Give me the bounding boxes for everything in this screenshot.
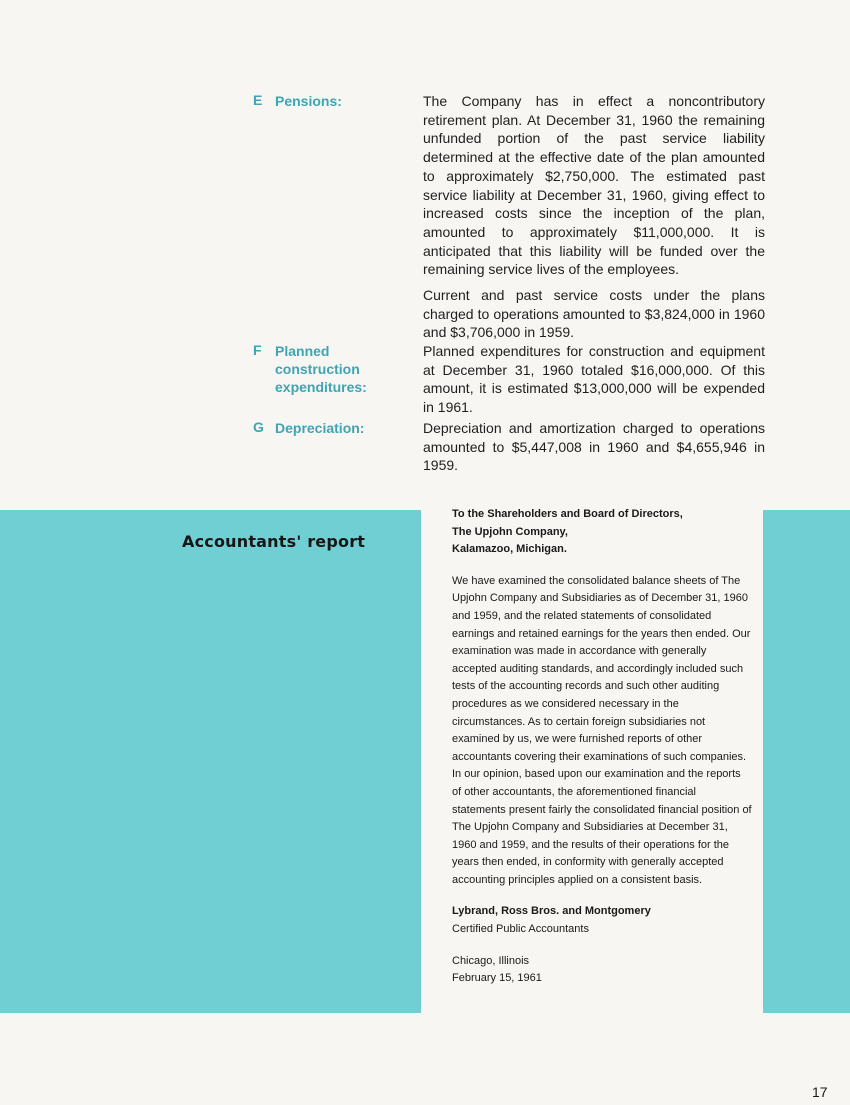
note-label-line: Planned construction (275, 343, 360, 377)
note-letter: F (253, 342, 262, 358)
note-label-line: expenditures: (275, 379, 367, 395)
note-letter: E (253, 92, 263, 108)
report-location: Chicago, Illinois (452, 954, 530, 967)
report-address-line: To the Shareholders and Board of Directors, (452, 508, 683, 520)
note-label: Depreciation: (275, 420, 365, 436)
accountants-report (452, 506, 752, 988)
report-address-line: Kalamazoo, Michigan. (452, 543, 567, 556)
color-band-left (0, 510, 421, 1013)
report-date: February 15, 1961 (452, 972, 542, 985)
report-paragraph: We have examined the consolidated balance sheets of The Upjohn Company and Subsidiaries as of December 31, 1960 and 1959, and the related statements of consolidated earnings and retained earnings for the years then ended. Our examination was made in accordance with generally accepted auditing standards, and accordingly included such tests of the accounting records and such other auditing procedures as we considered necessary in the circumstances. As to certain foreign subsidiaries not examined by us, we were furnished reports of other accountants covering their examinations of such companies. (452, 574, 751, 763)
note-letter: G (253, 419, 264, 435)
note-paragraph: Depreciation and amortization charged to operations amounted to $5,447,008 in 1960 and $4,655,946 in 1959. (423, 420, 765, 474)
note-paragraph: Current and past service costs under the plans charged to operations amounted to $3,824,000 in 1960 and $3,706,000 in 1959. (423, 287, 765, 341)
note-paragraph: Planned expenditures for construction and equipment at December 31, 1960 totaled $16,000,000. Of this amount, it is estimated $13,000,000 will be expended in 1961. (423, 343, 765, 416)
color-band-right (763, 510, 850, 1013)
note-body (423, 419, 765, 482)
note-label: Pensions: (275, 93, 342, 109)
report-title: Accountants' report (182, 532, 366, 551)
page-number: 17 (812, 1084, 828, 1100)
report-firm: Lybrand, Ross Bros. and Montgomery (452, 905, 651, 918)
note-label (275, 342, 415, 396)
note-body (423, 92, 765, 349)
report-paragraph: In our opinion, based upon our examination and the reports of other accountants, the aforementioned financial statements present fairly the consolidated financial position of The Upjohn Company and Subsidiaries at December 31, 1960 and 1959, and the results of their operations for the years then ended, in conformity with generally accepted accounting principles applied on a consistent basis. (452, 768, 752, 886)
report-firm-title: Certified Public Accountants (452, 923, 589, 936)
note-paragraph: The Company has in effect a noncontributory retirement plan. At December 31, 1960 the remaining unfunded portion of the past service liability determined at the effective date of the plan amounted to approximately $2,750,000. The estimated past service liability at December 31, 1960, giving effect to increased costs since the inception of the plan, amounted to approximately $11,000,000. It is anticipated that this liability will be funded over the remaining service lives of the employees. (423, 93, 765, 278)
note-body (423, 342, 765, 424)
report-address-line: The Upjohn Company, (452, 525, 568, 538)
